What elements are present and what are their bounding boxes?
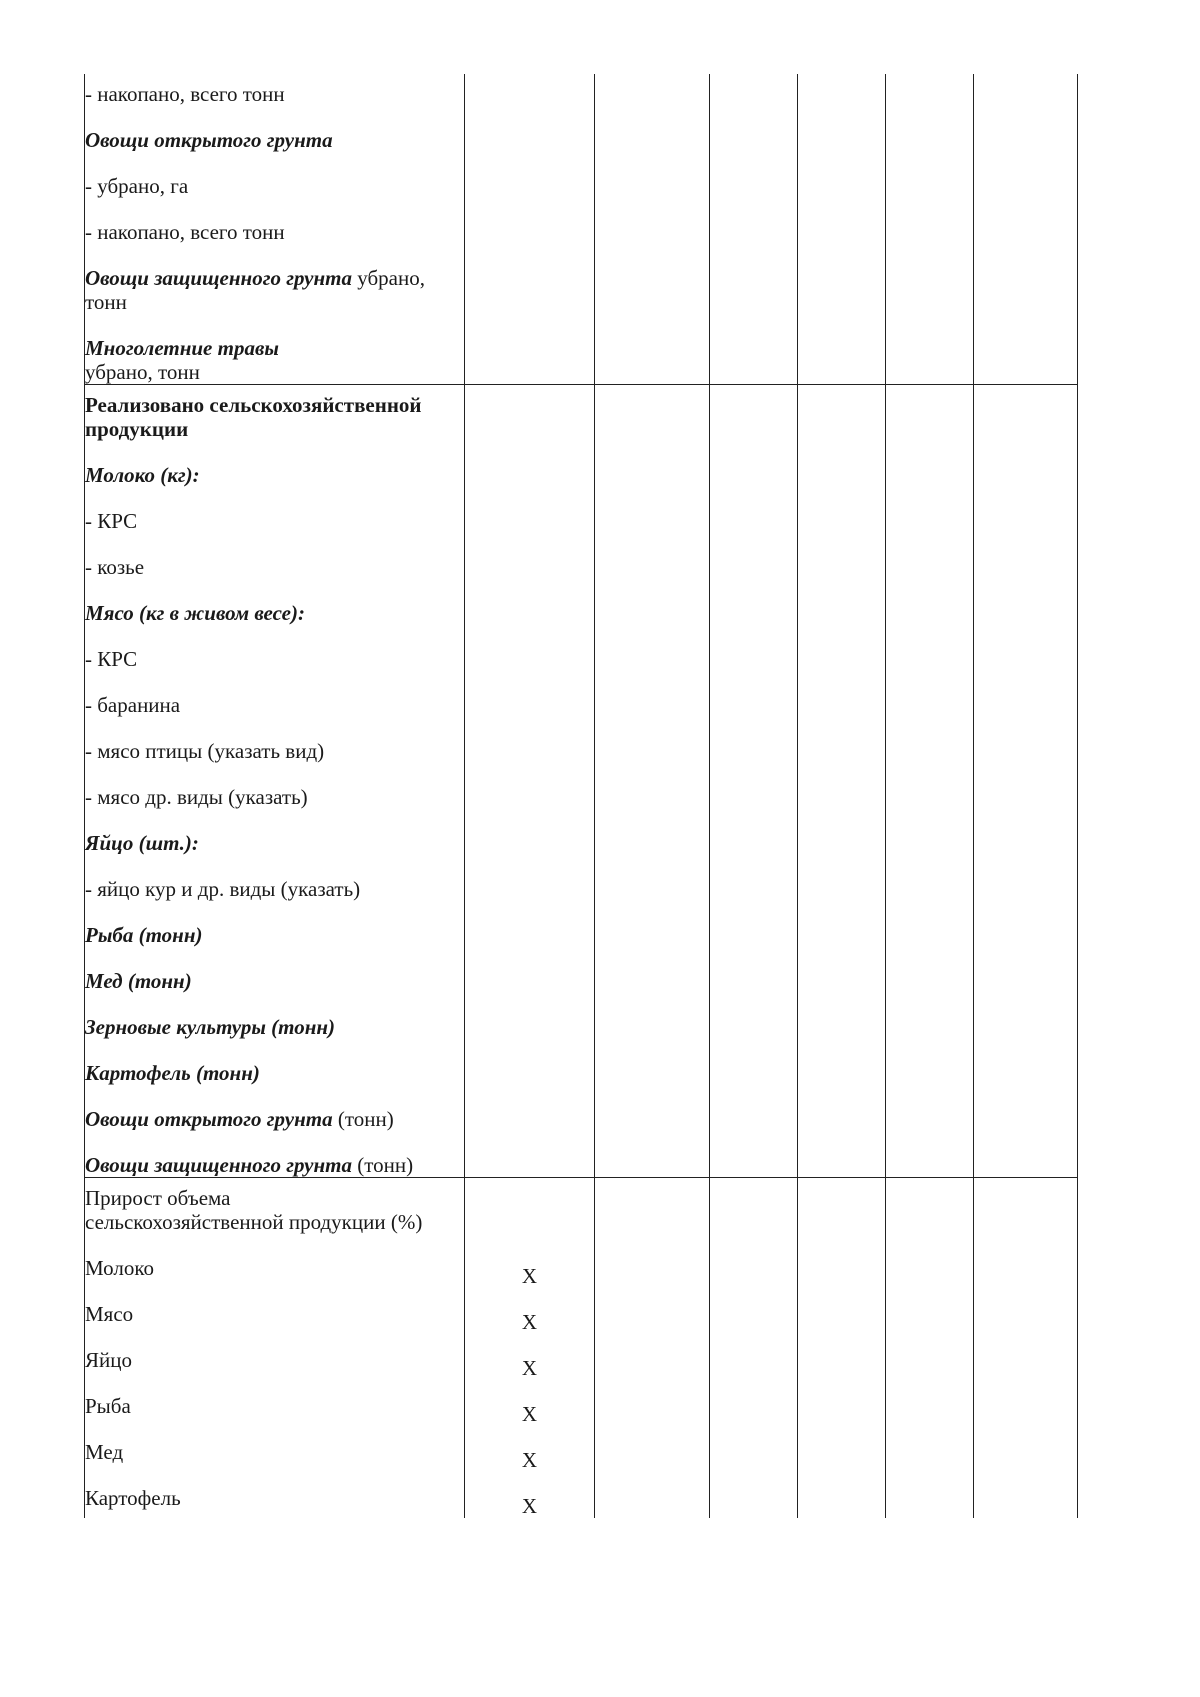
row-meat-other: - мясо др. виды (указать) <box>85 785 308 809</box>
section-harvest <box>85 74 1078 385</box>
growth-labels <box>85 1178 465 1519</box>
row-dug-total: - накопано, всего тонн <box>85 82 285 106</box>
growth-title-line1: Прирост объема <box>85 1186 231 1210</box>
row-harvested-ha: - убрано, га <box>85 174 189 198</box>
section-growth <box>85 1178 1078 1519</box>
row-perennial-unit: убрано, тонн <box>85 360 200 384</box>
row-meat-poultry: - мясо птицы (указать вид) <box>85 739 325 763</box>
row-open-vegetables: Овощи открытого грунта <box>85 128 333 152</box>
row-meat-cattle: - КРС <box>85 647 138 671</box>
row-grain: Зерновые культуры (тонн) <box>85 1015 336 1039</box>
cell-empty <box>798 1178 886 1519</box>
row-protected-vegetables-sold <box>85 1153 464 1177</box>
open-vegetables-sold-unit: (тонн) <box>332 1107 394 1131</box>
protected-vegetables-sold-label: Овощи защищенного грунта <box>85 1153 352 1177</box>
x-mark: X <box>521 1356 538 1380</box>
growth-row-meat: Мясо <box>85 1302 134 1326</box>
sold-products-title-line2: продукции <box>85 417 189 441</box>
row-open-vegetables-sold <box>85 1107 464 1131</box>
cell-empty <box>710 74 798 385</box>
cell-empty <box>974 385 1078 1178</box>
x-mark-column <box>465 1178 595 1519</box>
row-perennial-grasses: Многолетние травы <box>85 336 279 360</box>
growth-row-honey: Мед <box>85 1440 124 1464</box>
data-table <box>84 74 1078 1518</box>
growth-title-line2: сельскохозяйственной продукции (%) <box>85 1210 423 1234</box>
sold-products-title-line1: Реализовано сельскохозяйственной <box>85 393 422 417</box>
cell-empty <box>974 74 1078 385</box>
protected-vegetables-label: Овощи защищенного грунта <box>85 266 352 290</box>
growth-row-eggs: Яйцо <box>85 1348 132 1372</box>
cell-empty <box>710 1178 798 1519</box>
x-mark: X <box>521 1402 538 1426</box>
row-meat: Мясо (кг в живом весе): <box>85 601 305 625</box>
x-mark: X <box>521 1494 538 1518</box>
open-vegetables-sold-label: Овощи открытого грунта <box>85 1107 333 1131</box>
row-milk-goat: - козье <box>85 555 145 579</box>
row-eggs: Яйцо (шт.): <box>85 831 199 855</box>
row-fish: Рыба (тонн) <box>85 923 203 947</box>
cell-empty <box>974 1178 1078 1519</box>
sold-products-labels <box>85 385 465 1178</box>
growth-row-milk: Молоко <box>85 1256 154 1280</box>
cell-empty <box>798 385 886 1178</box>
protected-vegetables-sold-unit: (тонн) <box>351 1153 414 1177</box>
protected-vegetables-rest: убрано, <box>351 266 425 290</box>
row-protected-vegetables <box>85 266 464 290</box>
row-milk: Молоко (кг): <box>85 463 200 487</box>
cell-empty <box>798 74 886 385</box>
row-potatoes: Картофель (тонн) <box>85 1061 260 1085</box>
row-meat-mutton: - баранина <box>85 693 181 717</box>
row-milk-cattle: - КРС <box>85 509 138 533</box>
cell-empty <box>465 385 595 1178</box>
row-dug-total-2: - накопано, всего тонн <box>85 220 285 244</box>
growth-row-fish: Рыба <box>85 1394 131 1418</box>
row-eggs-chicken: - яйцо кур и др. виды (указать) <box>85 877 361 901</box>
row-protected-vegetables-unit: тонн <box>85 290 127 314</box>
cell-empty <box>886 385 974 1178</box>
cell-empty <box>886 74 974 385</box>
cell-empty <box>710 385 798 1178</box>
x-mark: X <box>521 1448 538 1472</box>
harvest-labels <box>85 74 465 385</box>
cell-empty <box>595 1178 710 1519</box>
row-honey: Мед (тонн) <box>85 969 192 993</box>
cell-empty <box>465 74 595 385</box>
x-mark: X <box>521 1310 538 1334</box>
cell-empty <box>595 385 710 1178</box>
section-sold-products <box>85 385 1078 1178</box>
growth-row-potatoes: Картофель <box>85 1486 181 1510</box>
cell-empty <box>595 74 710 385</box>
x-mark: X <box>521 1264 538 1288</box>
cell-empty <box>886 1178 974 1519</box>
